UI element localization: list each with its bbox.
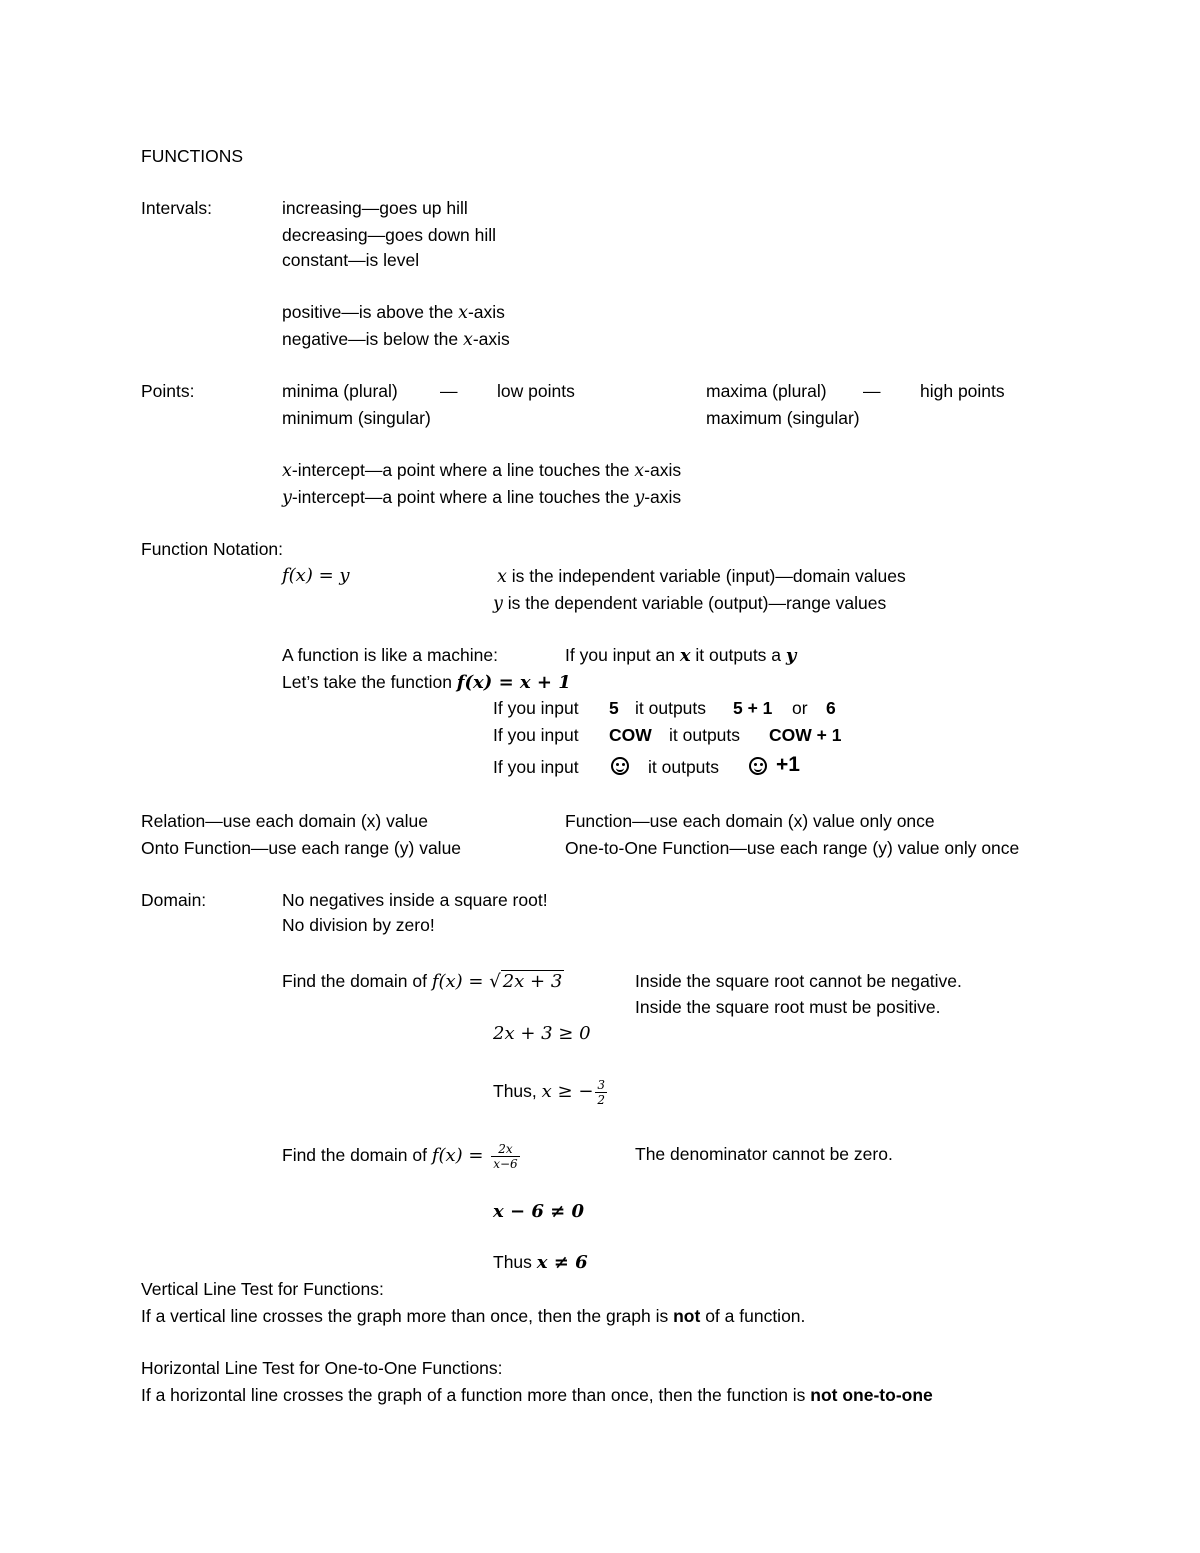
horizontal-line-test-title: Horizontal Line Test for One-to-One Functions:	[141, 1358, 503, 1378]
example-label: If you input	[493, 725, 579, 745]
x-description: x is the independent variable (input)—domain values	[497, 566, 906, 587]
onto-function-text: Onto Function—use each range (y) value	[141, 838, 462, 858]
domain-note: Inside the square root must be positive.	[635, 997, 941, 1017]
example-output: 5 + 1	[733, 698, 773, 718]
negative-text: negative—is below the x-axis	[282, 329, 510, 350]
increasing-text: increasing—goes up hill	[282, 198, 468, 218]
domain-answer-1: Thus, x ≥ − $\frac{3}{2}$	[493, 1077, 606, 1107]
decreasing-text: decreasing—goes down hill	[282, 225, 497, 245]
example-outputs-label: it outputs	[669, 725, 741, 745]
constant-text: constant—is level	[282, 250, 420, 270]
example-result: 6	[826, 698, 836, 718]
minima-text: minima (plural)	[282, 381, 398, 401]
dash: —	[440, 381, 458, 401]
y-intercept-text: y-intercept—a point where a line touches the y-axis	[282, 487, 682, 508]
vertical-line-test-title: Vertical Line Test for Functions:	[141, 1279, 384, 1299]
or-text: or	[792, 698, 808, 718]
high-points-text: high points	[920, 381, 1005, 401]
horizontal-line-test-text: If a horizontal line crosses the graph of a function more than once, then the function is not one-to-one	[141, 1385, 933, 1405]
domain-label: Domain:	[141, 890, 207, 910]
smiley-icon	[611, 755, 629, 777]
take-function-text: Let’s take the function f(x) = x + 1	[282, 672, 571, 693]
function-text: Function—use each domain (x) value only once	[565, 811, 935, 831]
domain-step: 2x + 3 ≥ 0	[493, 1023, 591, 1044]
notation-formula: f(x) = y	[282, 565, 350, 586]
domain-step: x − 6 ≠ 0	[493, 1201, 585, 1222]
minimum-text: minimum (singular)	[282, 408, 431, 428]
x-intercept-text: x-intercept—a point where a line touches the x-axis	[282, 460, 682, 481]
domain-note: The denominator cannot be zero.	[635, 1144, 893, 1164]
domain-rule: No negatives inside a square root!	[282, 890, 548, 910]
y-description: y is the dependent variable (output)—range values	[493, 593, 887, 614]
relation-text: Relation—use each domain (x) value	[141, 811, 428, 831]
example-output: COW + 1	[769, 725, 842, 745]
domain-question-1: Find the domain of f(x) = √ 2x + 3	[282, 971, 563, 992]
points-label: Points:	[141, 381, 195, 401]
example-label: If you input	[493, 757, 579, 777]
one-to-one-text: One-to-One Function—use each range (y) value only once	[565, 838, 1020, 858]
domain-answer-2: Thus x ≠ 6	[493, 1252, 588, 1273]
maxima-text: maxima (plural)	[706, 381, 827, 401]
example-output: +1	[776, 753, 800, 776]
low-points-text: low points	[497, 381, 575, 401]
notation-label: Function Notation:	[141, 539, 284, 559]
machine-io-text: If you input an x it outputs a y	[565, 645, 797, 666]
domain-rule: No division by zero!	[282, 915, 435, 935]
page-title: FUNCTIONS	[141, 146, 244, 166]
maximum-text: maximum (singular)	[706, 408, 860, 428]
example-outputs-label: it outputs	[648, 757, 720, 777]
example-input: COW	[609, 725, 652, 745]
dash: —	[863, 381, 881, 401]
example-outputs-label: it outputs	[635, 698, 707, 718]
example-label: If you input	[493, 698, 579, 718]
positive-text: positive—is above the x-axis	[282, 302, 505, 323]
example-input: 5	[609, 698, 619, 718]
vertical-line-test-text: If a vertical line crosses the graph more than once, then the graph is not of a function.	[141, 1306, 806, 1326]
domain-question-2: Find the domain of f(x) = $\frac{2x}{x-6}$	[282, 1141, 518, 1171]
machine-text: A function is like a machine:	[282, 645, 498, 665]
smiley-icon	[749, 755, 767, 777]
domain-note: Inside the square root cannot be negative.	[635, 971, 962, 991]
intervals-label: Intervals:	[141, 198, 212, 218]
